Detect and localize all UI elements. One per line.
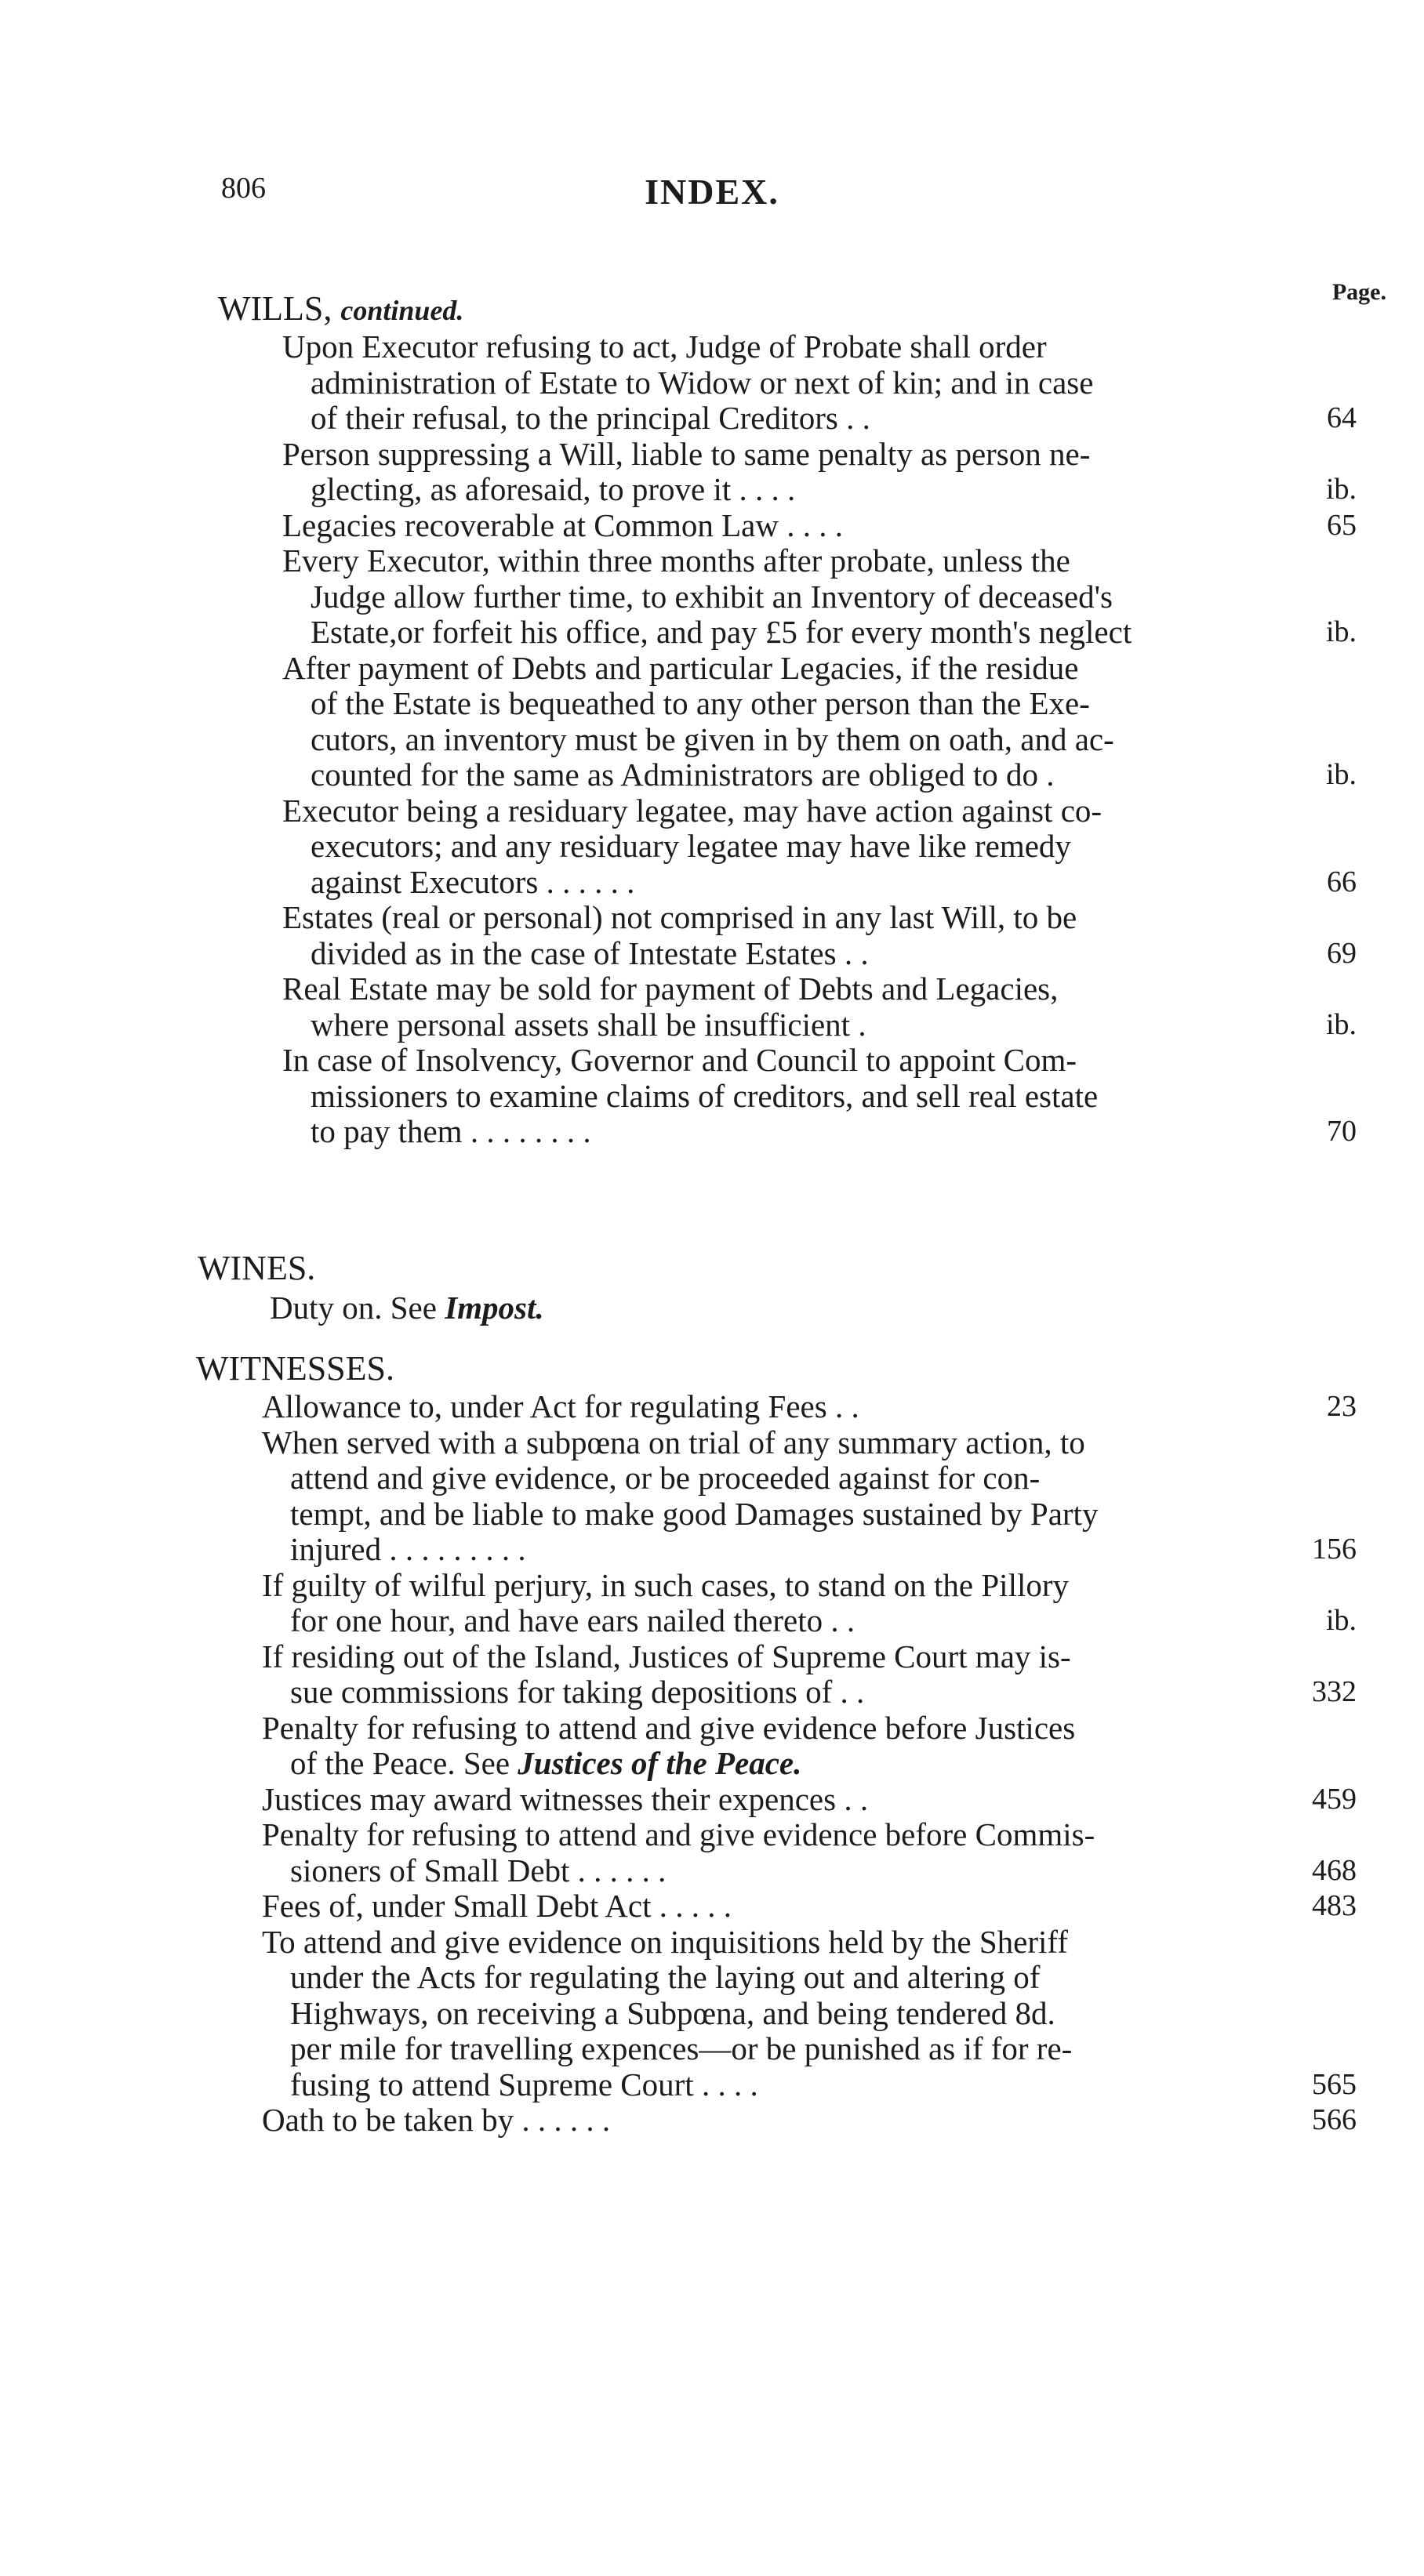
page-reference: 70 bbox=[1327, 1115, 1357, 1148]
section-heading-continued: continued. bbox=[340, 295, 464, 326]
entry-line: counted for the same as Administrators are obliged to do . bbox=[311, 756, 1055, 793]
entry-line: against Executors . . . . . . bbox=[311, 863, 635, 900]
page-reference: 69 bbox=[1327, 936, 1357, 970]
page-reference: 66 bbox=[1327, 865, 1357, 898]
index-entry bbox=[262, 1424, 1357, 1568]
section-heading bbox=[0, 288, 1424, 329]
entry-line: Highways, on receiving a Subpœna, and being tendered 8d. bbox=[290, 1994, 1055, 2031]
section-heading-text: WINES. bbox=[198, 1249, 316, 1287]
see-text: of the Peace. See bbox=[290, 1745, 510, 1781]
see-reference: Justices of the Peace. bbox=[518, 1745, 802, 1781]
entry-line: Every Executor, within three months after probate, unless the bbox=[282, 542, 1070, 579]
entry-line: Legacies recoverable at Common Law . . . . bbox=[282, 506, 843, 543]
page-column-label: Page. bbox=[1331, 279, 1386, 305]
index-entry bbox=[282, 1042, 1357, 1150]
entry-line: After payment of Debts and particular Legacies, if the residue bbox=[282, 649, 1079, 686]
index-entry bbox=[282, 649, 1357, 793]
see-entry bbox=[270, 1290, 1333, 1326]
entry-line: Fees of, under Small Debt Act . . . . . bbox=[262, 1888, 732, 1924]
entry-line: executors; and any residuary legatee may have like remedy bbox=[311, 828, 1071, 864]
entry-line: Real Estate may be sold for payment of Debts and Legacies, bbox=[282, 971, 1059, 1007]
page-number: 806 bbox=[221, 172, 266, 205]
page-reference: 156 bbox=[1312, 1533, 1357, 1566]
entry-line: Executor being a residuary legatee, may have action against co- bbox=[282, 792, 1103, 829]
entry-line bbox=[270, 1290, 1333, 1326]
index-entry bbox=[282, 792, 1357, 901]
index-entry bbox=[262, 1566, 1357, 1639]
index-entry bbox=[262, 1923, 1357, 2103]
entry-line: Justices may award witnesses their expences . . bbox=[262, 1780, 869, 1817]
entry-line: administration of Estate to Widow or next of kin; and in case bbox=[311, 364, 1094, 401]
see-reference: Impost. bbox=[445, 1290, 544, 1326]
index-entry bbox=[282, 328, 1357, 437]
page-reference: 566 bbox=[1312, 2103, 1357, 2136]
entry-line: where personal assets shall be insufficient . bbox=[311, 1006, 866, 1043]
entry-line: To attend and give evidence on inquisitions held by the Sheriff bbox=[262, 1923, 1068, 1960]
entry-line bbox=[262, 1746, 1333, 1782]
index-section bbox=[0, 1348, 1424, 2139]
page-reference: 65 bbox=[1327, 508, 1357, 542]
page-reference: 483 bbox=[1312, 1889, 1357, 1922]
index-entry bbox=[262, 1780, 1357, 1818]
entry-line: sioners of Small Debt . . . . . . bbox=[290, 1852, 667, 1888]
entry-line: If guilty of wilful perjury, in such cases, to stand on the Pillory bbox=[262, 1566, 1070, 1603]
section-heading-text: WITNESSES. bbox=[196, 1349, 394, 1388]
index-section bbox=[0, 288, 1424, 1150]
index-entry bbox=[282, 899, 1357, 971]
page-reference: 64 bbox=[1327, 401, 1357, 434]
page-reference: 23 bbox=[1327, 1390, 1357, 1423]
entry-line: Penalty for refusing to attend and give evidence before Commis- bbox=[262, 1816, 1095, 1852]
entry-line: cutors, an inventory must be given in by them on oath, and ac- bbox=[311, 720, 1114, 757]
entry-line: missioners to examine claims of creditors, and sell real estate bbox=[311, 1077, 1099, 1114]
see-text: Duty on. See bbox=[270, 1290, 437, 1326]
entry-line: injured . . . . . . . . . bbox=[290, 1531, 526, 1567]
index-entry bbox=[262, 1816, 1357, 1888]
entry-line: per mile for travelling expences—or be punished as if for re- bbox=[290, 2030, 1073, 2066]
entry-line: tempt, and be liable to make good Damages sustained by Party bbox=[290, 1495, 1099, 1532]
entry-line: attend and give evidence, or be proceeded against for con- bbox=[290, 1460, 1041, 1496]
entry-line: Penalty for refusing to attend and give evidence before Justices bbox=[262, 1709, 1076, 1746]
entry-line: glecting, as aforesaid, to prove it . . . . bbox=[311, 471, 796, 507]
entry-line: Oath to be taken by . . . . . . bbox=[262, 2102, 611, 2138]
index-entry bbox=[282, 435, 1357, 508]
entry-line: under the Acts for regulating the laying out and altering of bbox=[290, 1959, 1041, 1995]
running-head bbox=[0, 171, 1424, 218]
entry-line: Estates (real or personal) not comprised in any last Will, to be bbox=[282, 899, 1077, 935]
entry-line: Estate,or forfeit his office, and pay £5 for every month's neglect bbox=[311, 614, 1132, 650]
index-entry bbox=[282, 542, 1357, 651]
entry-line: sue commissions for taking depositions of . . bbox=[290, 1674, 865, 1710]
section-heading bbox=[0, 1248, 1424, 1289]
page-reference: ib. bbox=[1325, 758, 1357, 791]
index-entry bbox=[282, 971, 1357, 1043]
entry-line: Upon Executor refusing to act, Judge of Probate shall order bbox=[282, 328, 1047, 365]
index-entry bbox=[262, 1388, 1357, 1425]
header-title: INDEX. bbox=[645, 172, 779, 212]
page-reference: 565 bbox=[1312, 2067, 1357, 2101]
entry-line: divided as in the case of Intestate Estates . . bbox=[311, 934, 869, 971]
entry-line: In case of Insolvency, Governor and Council to appoint Com- bbox=[282, 1042, 1077, 1078]
index-entry bbox=[262, 1888, 1357, 1925]
section-heading bbox=[0, 1348, 1424, 1389]
index-entry bbox=[262, 2102, 1357, 2139]
entry-line: When served with a subpœna on trial of any summary action, to bbox=[262, 1424, 1085, 1460]
page-reference: 459 bbox=[1312, 1782, 1357, 1816]
entry-line: If residing out of the Island, Justices of Supreme Court may is- bbox=[262, 1638, 1071, 1674]
section-heading-text: WILLS, bbox=[218, 289, 332, 328]
index-entry bbox=[262, 1638, 1357, 1711]
entry-line: Judge allow further time, to exhibit an Inventory of deceased's bbox=[311, 578, 1113, 615]
index-entry bbox=[262, 1711, 1333, 1782]
entry-line: to pay them . . . . . . . . bbox=[311, 1113, 591, 1149]
index-entry bbox=[282, 506, 1357, 544]
page-reference: ib. bbox=[1325, 1604, 1357, 1637]
entry-line: of their refusal, to the principal Creditors . . bbox=[311, 400, 870, 436]
entry-line: of the Estate is bequeathed to any other person than the Exe- bbox=[311, 685, 1090, 721]
entry-line: Person suppressing a Will, liable to same penalty as person ne- bbox=[282, 435, 1091, 472]
page-reference: ib. bbox=[1325, 615, 1357, 648]
page-reference: ib. bbox=[1325, 473, 1357, 506]
page-reference: ib. bbox=[1325, 1007, 1357, 1041]
entry-line: fusing to attend Supreme Court . . . . bbox=[290, 2066, 758, 2103]
index-section bbox=[0, 1248, 1424, 1326]
page-reference: 468 bbox=[1312, 1853, 1357, 1887]
entry-line: Allowance to, under Act for regulating Fees . . bbox=[262, 1388, 859, 1424]
entry-line: for one hour, and have ears nailed thereto . . bbox=[290, 1602, 855, 1638]
page-reference: 332 bbox=[1312, 1675, 1357, 1708]
